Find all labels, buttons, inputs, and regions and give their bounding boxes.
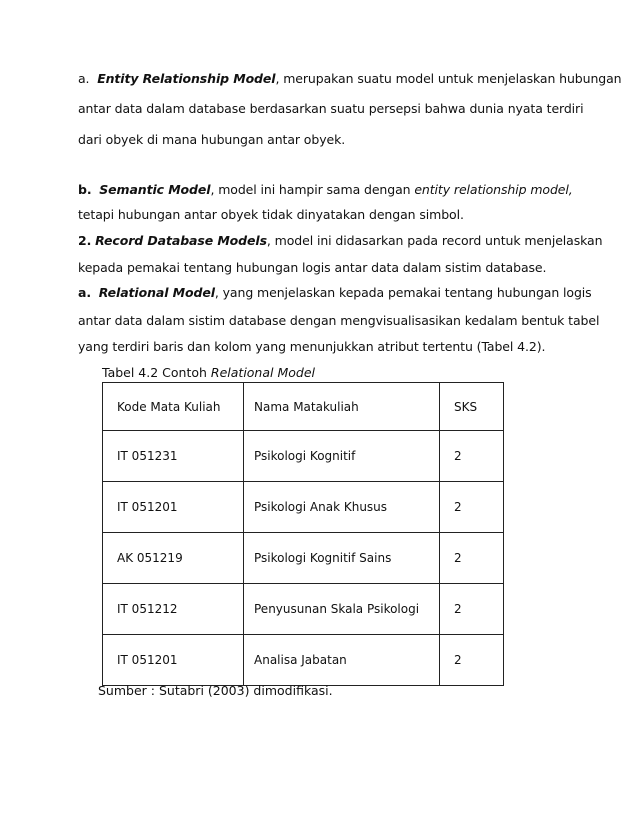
caption-italic: Relational Model <box>210 365 315 380</box>
cell-kode: IT 051201 <box>103 482 244 533</box>
cell-sks: 2 <box>440 635 504 686</box>
paragraph-a2-line3: yang terdiri baris dan kolom yang menunjukkan atribut tertentu (Tabel 4.2). <box>78 339 546 354</box>
table-header-row <box>103 383 504 431</box>
cell-nama: Analisa Jabatan <box>244 635 440 686</box>
cell-kode: IT 051201 <box>103 635 244 686</box>
paragraph-text: , model ini didasarkan pada record untuk menjelaskan <box>266 233 603 248</box>
caption-prefix: Tabel 4.2 Contoh <box>102 365 211 380</box>
paragraph-text: , yang menjelaskan kepada pemakai tentang hubungan logis <box>214 285 592 300</box>
paragraph-a2-line2: antar data dalam sistim database dengan mengvisualisasikan kedalam bentuk tabel <box>78 313 600 328</box>
paragraph-a-line1 <box>78 71 622 87</box>
paragraph-b-line1 <box>78 182 573 198</box>
table-row <box>103 635 504 686</box>
item-marker: b. <box>78 182 92 197</box>
cell-nama: Psikologi Anak Khusus <box>244 482 440 533</box>
cell-nama: Psikologi Kognitif <box>244 431 440 482</box>
cell-kode: AK 051219 <box>103 533 244 584</box>
paragraph-a2-line1 <box>78 285 592 301</box>
term-entity-relationship-model: Entity Relationship Model <box>97 71 276 86</box>
cell-sks: 2 <box>440 482 504 533</box>
header-kode-mata-kuliah: Kode Mata Kuliah <box>103 383 244 431</box>
cell-kode: IT 051231 <box>103 431 244 482</box>
cell-nama: Psikologi Kognitif Sains <box>244 533 440 584</box>
table-row <box>103 533 504 584</box>
cell-sks: 2 <box>440 584 504 635</box>
table-row <box>103 482 504 533</box>
term-semantic-model: Semantic Model <box>99 182 211 197</box>
paragraph-a-line3: dari obyek di mana hubungan antar obyek. <box>78 132 346 147</box>
table-source: Sumber : Sutabri (2003) dimodifikasi. <box>98 683 333 698</box>
term-relational-model: Relational Model <box>98 285 215 300</box>
term-record-database-models: Record Database Models <box>95 233 267 248</box>
header-nama-matakuliah: Nama Matakuliah <box>244 383 440 431</box>
table-caption <box>102 365 315 380</box>
paragraph-2-line2: kepada pemakai tentang hubungan logis antar data dalam sistim database. <box>78 260 547 275</box>
cell-sks: 2 <box>440 431 504 482</box>
table-row <box>103 431 504 482</box>
cell-kode: IT 051212 <box>103 584 244 635</box>
item-marker: a. <box>78 71 90 86</box>
header-sks: SKS <box>440 383 504 431</box>
relational-model-table <box>102 382 504 686</box>
item-marker: a. <box>78 285 91 300</box>
paragraph-text: , model ini hampir sama dengan <box>210 182 415 197</box>
table-row <box>103 584 504 635</box>
term-entity-relationship-model: entity relationship model, <box>414 182 573 197</box>
paragraph-2-line1 <box>78 233 602 249</box>
paragraph-a-line2: antar data dalam database berdasarkan suatu persepsi bahwa dunia nyata terdiri <box>78 101 584 116</box>
paragraph-text: , merupakan suatu model untuk menjelaskan hubungan <box>275 71 622 86</box>
item-marker: 2. <box>78 233 92 248</box>
paragraph-b-line2: tetapi hubungan antar obyek tidak dinyatakan dengan simbol. <box>78 207 464 222</box>
cell-sks: 2 <box>440 533 504 584</box>
cell-nama: Penyusunan Skala Psikologi <box>244 584 440 635</box>
